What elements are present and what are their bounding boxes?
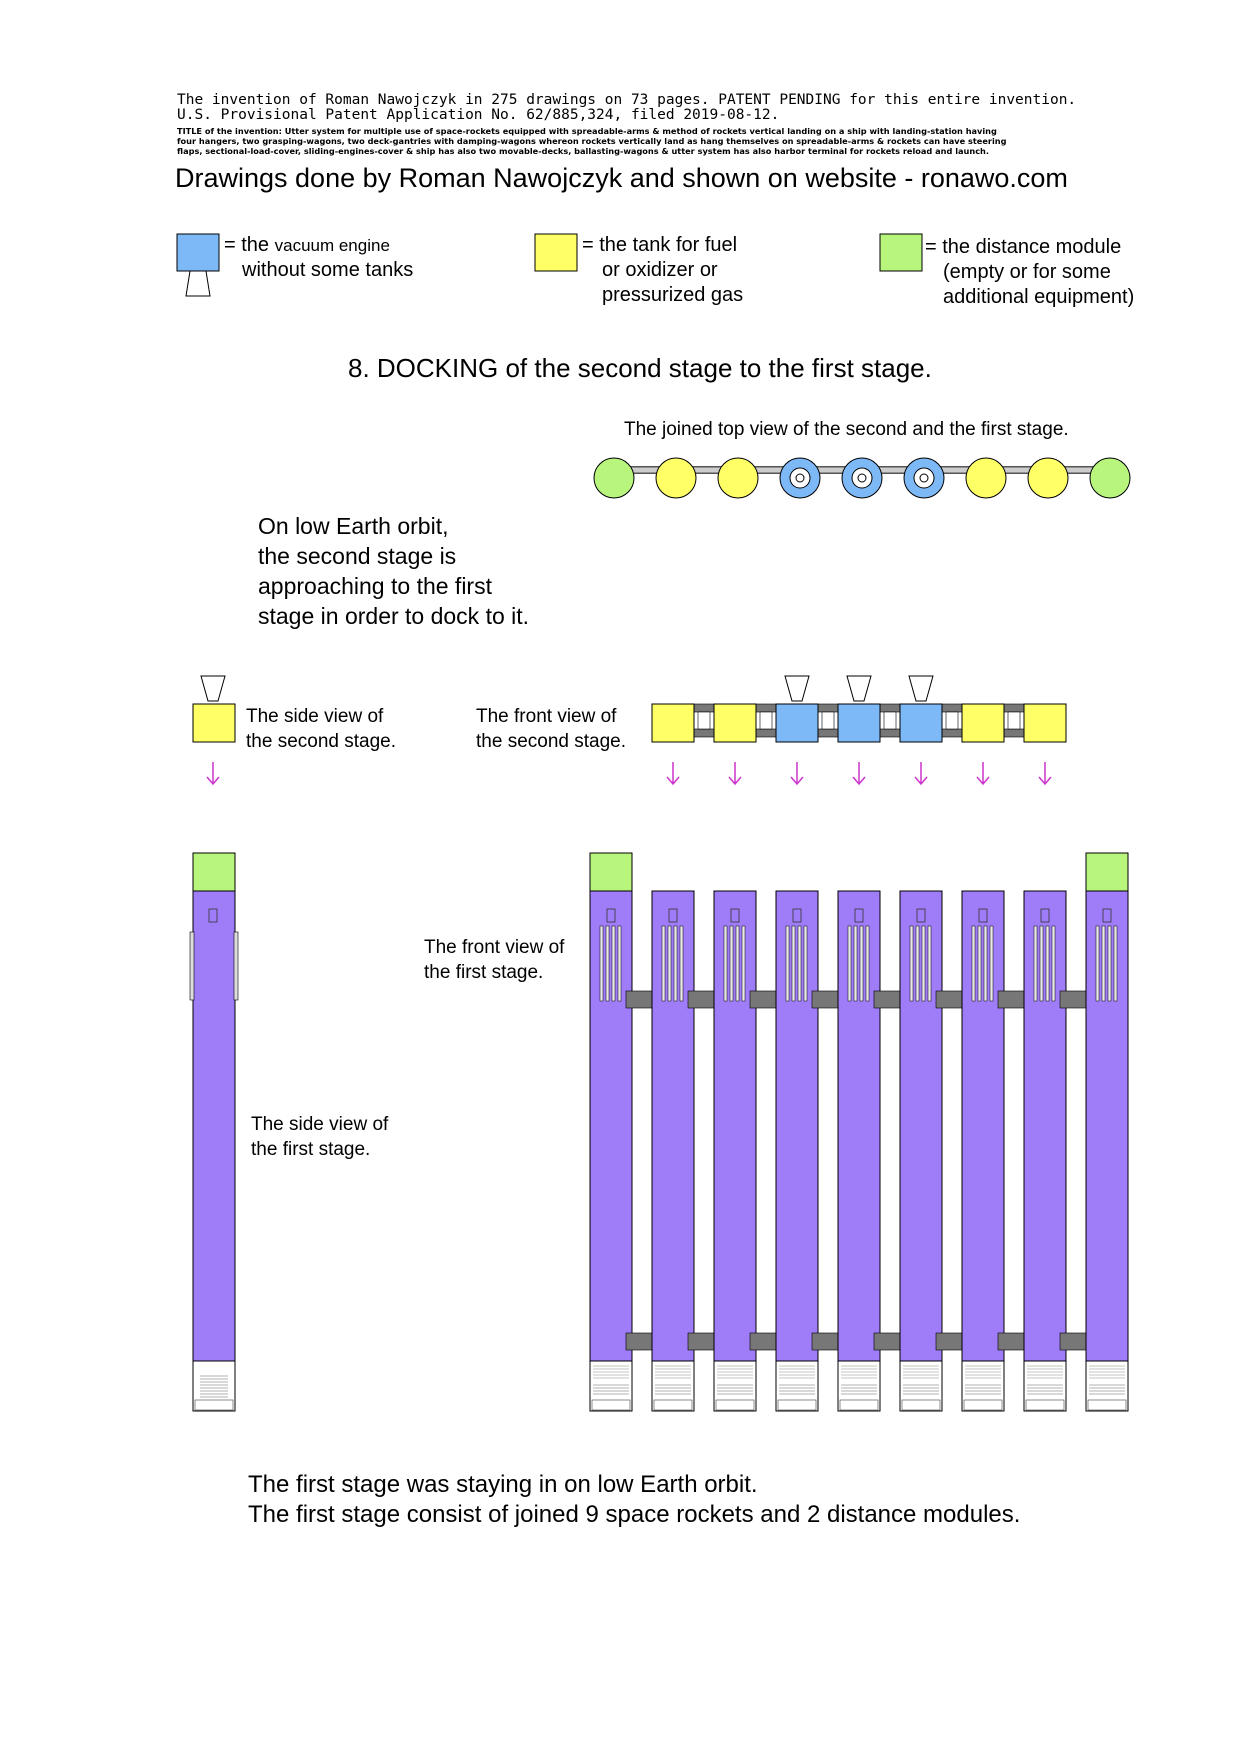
second-stage-link-top-6 <box>1004 704 1024 712</box>
first-stage-rocket-arm-2-2 <box>668 926 671 1001</box>
first-stage-rocket-arm-9-1 <box>1096 926 1099 1001</box>
first-stage-side-module <box>193 853 235 891</box>
first-stage-rocket-arm-9-4 <box>1114 926 1117 1001</box>
first-stage-side-line2: the first stage. <box>251 1139 371 1160</box>
first-stage-front-line1: The front view of <box>424 937 565 958</box>
first-stage-rocket-arm-7-3 <box>984 926 987 1001</box>
top-view-module-9 <box>1090 458 1130 498</box>
top-view-engine-core-4 <box>796 474 804 482</box>
second-stage-front-tank-7 <box>1024 704 1066 742</box>
first-stage-rocket-arm-4-3 <box>798 926 801 1001</box>
first-stage-rocket-arm-2-3 <box>674 926 677 1001</box>
second-stage-front-tank-1 <box>652 704 694 742</box>
top-view-tank-7 <box>966 458 1006 498</box>
second-stage-front-engine-4 <box>838 704 880 742</box>
legend-tank-line2: or oxidizer or <box>602 259 718 281</box>
top-view-tank-8 <box>1028 458 1068 498</box>
first-stage-rocket-6 <box>900 891 942 1361</box>
description-line-1: On low Earth orbit, <box>258 513 449 539</box>
first-stage-rocket-feet-3 <box>716 1400 754 1410</box>
first-stage-rocket-arm-2-1 <box>662 926 665 1001</box>
first-stage-rocket-arm-4-1 <box>786 926 789 1001</box>
second-stage-link-bottom-4 <box>880 729 900 737</box>
first-stage-rocket-feet-7 <box>964 1400 1002 1410</box>
first-stage-rocket-feet-1 <box>592 1400 630 1410</box>
second-stage-link-top-4 <box>880 704 900 712</box>
first-stage-front-module-right <box>1086 853 1128 891</box>
first-stage-rocket-arm-6-2 <box>916 926 919 1001</box>
first-stage-rocket-5 <box>838 891 880 1361</box>
second-stage-front-line2: the second stage. <box>476 731 626 752</box>
credit-line: Drawings done by Roman Nawojczyk and shown on website - ronawo.com <box>175 163 1068 193</box>
first-stage-rocket-3 <box>714 891 756 1361</box>
first-stage-rocket-arm-6-1 <box>910 926 913 1001</box>
first-stage-side-arm-right <box>234 932 238 1000</box>
first-stage-rocket-feet-9 <box>1088 1400 1126 1410</box>
legend-tank-line3: pressurized gas <box>602 284 744 306</box>
header-line-2: U.S. Provisional Patent Application No. 62/885,324, filed 2019-08-12. <box>177 107 780 123</box>
legend-engine-nozzle <box>186 271 210 296</box>
first-stage-rocket-arm-7-2 <box>978 926 981 1001</box>
second-stage-link-top-3 <box>818 704 838 712</box>
second-stage-side-line1: The side view of <box>246 706 384 727</box>
second-stage-link-top-5 <box>942 704 962 712</box>
second-stage-link-bottom-3 <box>818 729 838 737</box>
footer-line-1: The first stage was staying in on low Earth orbit. <box>248 1471 758 1498</box>
legend-engine-line2: without some tanks <box>242 259 414 281</box>
title-line-2: four hangers, two grasping-wagons, two deck-gantries with damping-wagons whereon rockets vertically land as hang themselves on spreadable-arms & rockets can have steering <box>177 136 1007 146</box>
second-stage-side-nozzle <box>201 676 225 701</box>
second-stage-front-nozzle-4 <box>847 676 871 701</box>
second-stage-link-bottom-5 <box>942 729 962 737</box>
first-stage-gap-above-4 <box>775 853 819 890</box>
first-stage-rocket-arm-1-3 <box>612 926 615 1001</box>
first-stage-rocket-arm-6-4 <box>928 926 931 1001</box>
second-stage-link-gap-4 <box>884 712 896 729</box>
first-stage-rocket-arm-7-4 <box>990 926 993 1001</box>
second-stage-link-bottom-2 <box>756 729 776 737</box>
top-view-module-1 <box>594 458 634 498</box>
first-stage-rocket-arm-8-2 <box>1040 926 1043 1001</box>
first-stage-rocket-feet-5 <box>840 1400 878 1410</box>
first-stage-rocket-9 <box>1086 891 1128 1361</box>
second-stage-link-gap-5 <box>946 712 958 729</box>
legend-module-line1: = the distance module <box>925 236 1122 258</box>
first-stage-rocket-arm-5-1 <box>848 926 851 1001</box>
title-line-3: flaps, sectional-load-cover, sliding-engines-cover & ship has also two movable-decks, ballasting-wagons & utter system has also harbor terminal for rockets reload and launch. <box>177 146 989 156</box>
first-stage-rocket-arm-1-4 <box>618 926 621 1001</box>
second-stage-front-engine-5 <box>900 704 942 742</box>
first-stage-rocket-4 <box>776 891 818 1361</box>
second-stage-front-tank-6 <box>962 704 1004 742</box>
first-stage-rocket-arm-9-3 <box>1108 926 1111 1001</box>
section-title: 8. DOCKING of the second stage to the first stage. <box>348 353 932 383</box>
first-stage-rocket-arm-4-4 <box>804 926 807 1001</box>
first-stage-rocket-arm-7-1 <box>972 926 975 1001</box>
second-stage-link-gap-3 <box>822 712 834 729</box>
first-stage-rocket-arm-8-3 <box>1046 926 1049 1001</box>
first-stage-rocket-arm-3-3 <box>736 926 739 1001</box>
legend-engine-box <box>177 234 219 271</box>
first-stage-rocket-arm-3-4 <box>742 926 745 1001</box>
first-stage-gap-above-3 <box>713 853 757 890</box>
second-stage-side-body <box>193 704 235 742</box>
first-stage-gap-above-7 <box>961 853 1005 890</box>
first-stage-rocket-arm-8-4 <box>1052 926 1055 1001</box>
first-stage-rocket-feet-2 <box>654 1400 692 1410</box>
top-view-tank-3 <box>718 458 758 498</box>
footer-line-2: The first stage consist of joined 9 space rockets and 2 distance modules. <box>248 1501 1021 1528</box>
second-stage-link-bottom-6 <box>1004 729 1024 737</box>
description-line-3: approaching to the first <box>258 573 492 599</box>
top-view-engine-core-6 <box>920 474 928 482</box>
second-stage-front-nozzle-3 <box>785 676 809 701</box>
legend-engine-prefix: = the <box>224 234 270 256</box>
first-stage-rocket-feet-8 <box>1026 1400 1064 1410</box>
first-stage-rocket-arm-1-2 <box>606 926 609 1001</box>
second-stage-front-line1: The front view of <box>476 706 617 727</box>
first-stage-gap-above-6 <box>899 853 943 890</box>
first-stage-rocket-arm-5-3 <box>860 926 863 1001</box>
legend-tank-box <box>535 234 577 271</box>
second-stage-front-tank-2 <box>714 704 756 742</box>
first-stage-rocket-1 <box>590 891 632 1361</box>
second-stage-side-line2: the second stage. <box>246 731 396 752</box>
legend-module-line3: additional equipment) <box>943 286 1135 308</box>
first-stage-rocket-arm-3-1 <box>724 926 727 1001</box>
title-line-1: TITLE of the invention: Utter system for multiple use of space-rockets equipped with spreadable-arms & method of rockets vertical landing on a ship with landing-station having <box>177 126 997 136</box>
second-stage-link-top-1 <box>694 704 714 712</box>
first-stage-gap-above-2 <box>651 853 695 890</box>
first-stage-rocket-arm-6-3 <box>922 926 925 1001</box>
first-stage-front-module-left <box>590 853 632 891</box>
first-stage-gap-above-8 <box>1023 853 1067 890</box>
top-view-engine-core-5 <box>858 474 866 482</box>
header-line-1: The invention of Roman Nawojczyk in 275 drawings on 73 pages. PATENT PENDING for this entire invention. <box>177 92 1077 108</box>
second-stage-front-engine-3 <box>776 704 818 742</box>
second-stage-link-gap-2 <box>760 712 772 729</box>
second-stage-link-gap-6 <box>1008 712 1020 729</box>
first-stage-rocket-8 <box>1024 891 1066 1361</box>
first-stage-side-body <box>193 891 235 1361</box>
first-stage-side-line1: The side view of <box>251 1114 389 1135</box>
first-stage-rocket-arm-5-4 <box>866 926 869 1001</box>
first-stage-side-arm-left <box>190 932 194 1000</box>
first-stage-rocket-7 <box>962 891 1004 1361</box>
second-stage-front-nozzle-5 <box>909 676 933 701</box>
legend-module-line2: (empty or for some <box>943 261 1111 283</box>
legend-tank-line1: = the tank for fuel <box>582 234 738 256</box>
legend-module-box <box>880 234 922 271</box>
first-stage-rocket-arm-2-4 <box>680 926 683 1001</box>
first-stage-rocket-arm-4-2 <box>792 926 795 1001</box>
first-stage-rocket-arm-5-2 <box>854 926 857 1001</box>
description-line-4: stage in order to dock to it. <box>258 603 530 629</box>
second-stage-link-bottom-1 <box>694 729 714 737</box>
description-line-2: the second stage is <box>258 543 457 569</box>
first-stage-rocket-arm-1-1 <box>600 926 603 1001</box>
legend-engine-small: vacuum engine <box>274 236 390 255</box>
first-stage-rocket-arm-8-1 <box>1034 926 1037 1001</box>
first-stage-gap-above-5 <box>837 853 881 890</box>
second-stage-link-top-2 <box>756 704 776 712</box>
first-stage-side-feet <box>195 1400 233 1410</box>
top-view-caption: The joined top view of the second and the first stage. <box>624 419 1069 440</box>
first-stage-rocket-feet-4 <box>778 1400 816 1410</box>
first-stage-front-line2: the first stage. <box>424 962 544 983</box>
first-stage-rocket-feet-6 <box>902 1400 940 1410</box>
second-stage-link-gap-1 <box>698 712 710 729</box>
first-stage-rocket-arm-9-2 <box>1102 926 1105 1001</box>
first-stage-rocket-arm-3-2 <box>730 926 733 1001</box>
first-stage-rocket-2 <box>652 891 694 1361</box>
top-view-tank-2 <box>656 458 696 498</box>
